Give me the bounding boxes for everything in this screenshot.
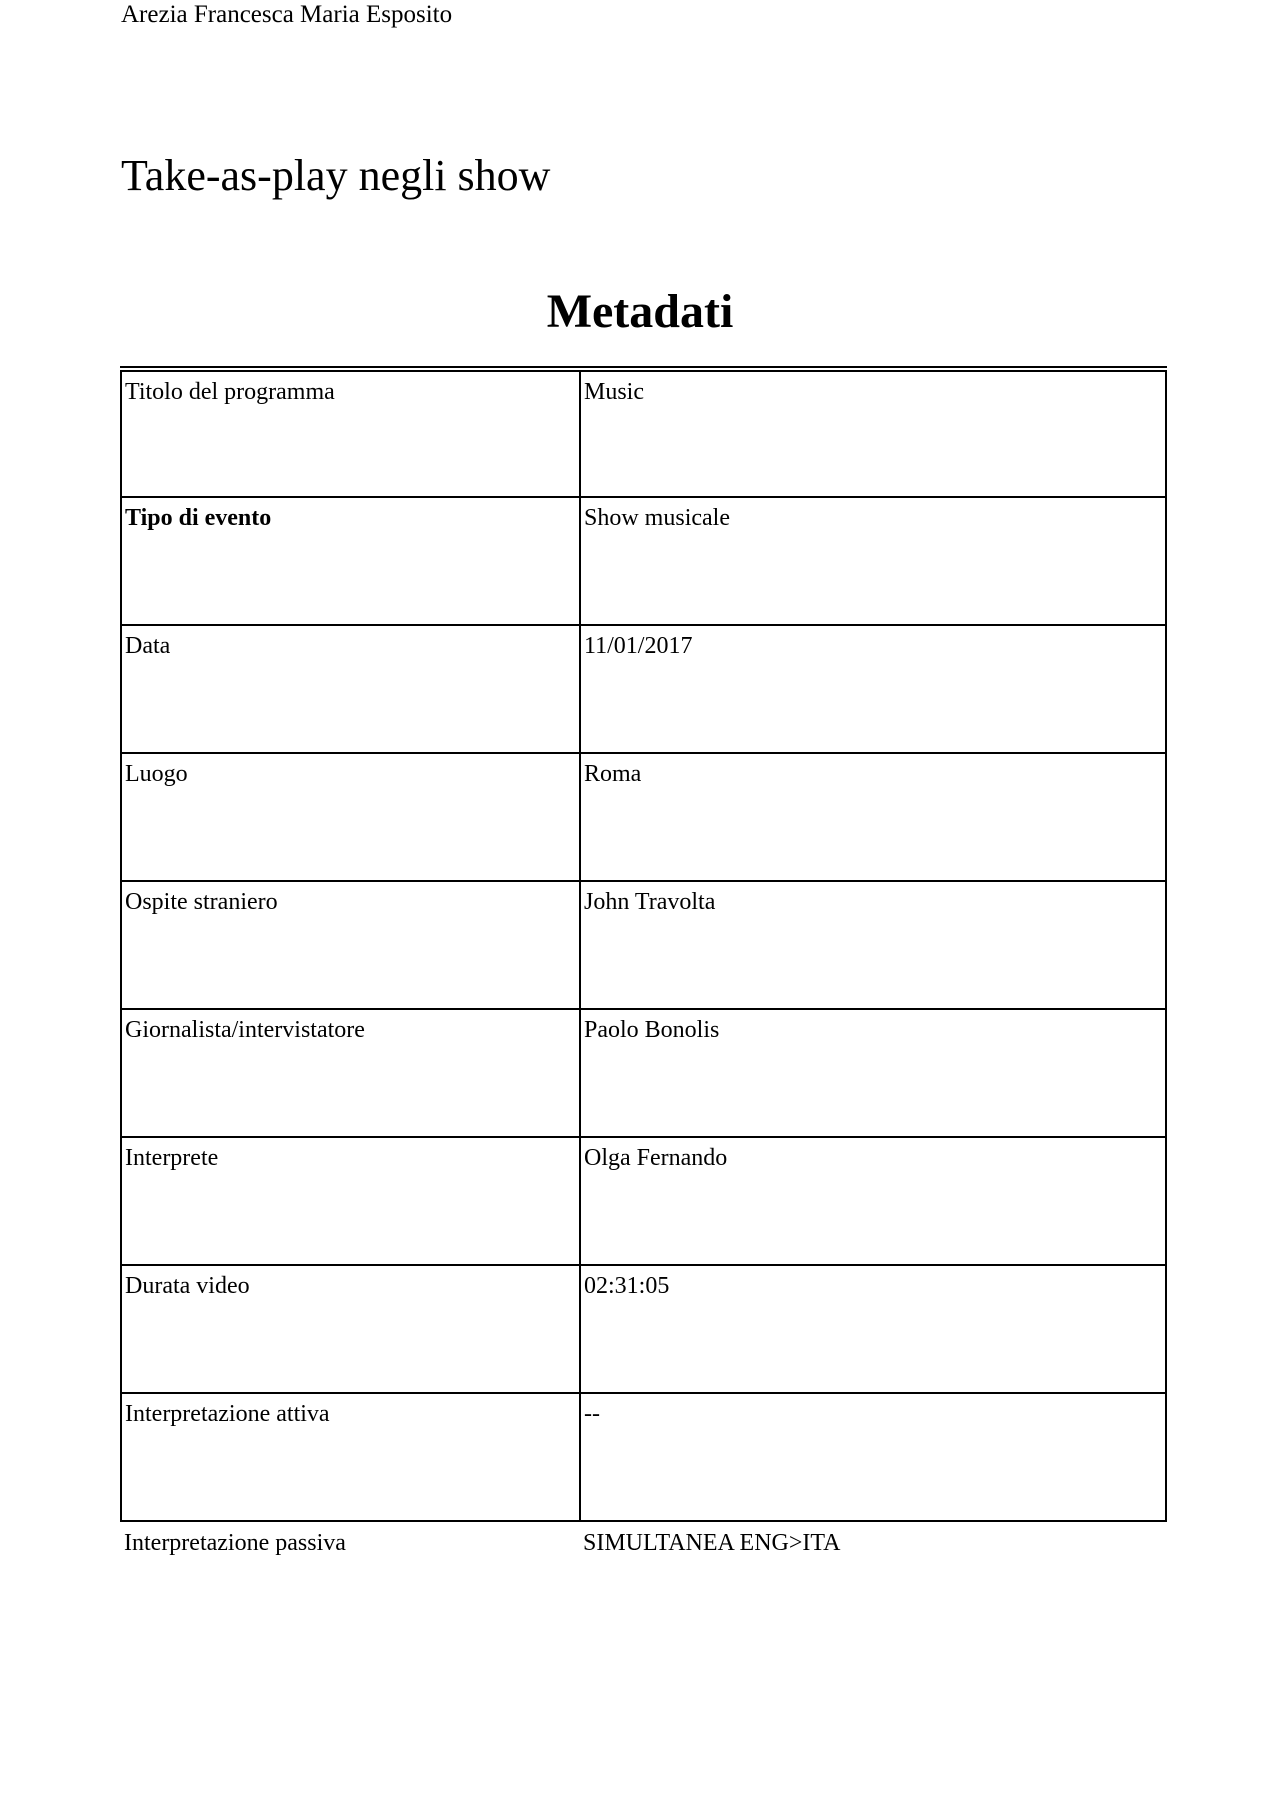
row-label: Interpretazione passiva [124, 1530, 346, 1556]
row-label: Titolo del programma [121, 369, 580, 497]
row-label: Durata video [121, 1265, 580, 1393]
table-row [121, 753, 1166, 881]
row-value: -- [580, 1393, 1166, 1521]
table-row [121, 1137, 1166, 1265]
row-value: Olga Fernando [580, 1137, 1166, 1265]
row-label: Data [121, 625, 580, 753]
row-label: Interprete [121, 1137, 580, 1265]
row-value: 11/01/2017 [580, 625, 1166, 753]
author-name: Arezia Francesca Maria Esposito [121, 1, 453, 28]
section-heading: Metadati [546, 285, 734, 338]
row-label: Luogo [121, 753, 580, 881]
table-row [121, 1265, 1166, 1393]
row-value: SIMULTANEA ENG>ITA [583, 1530, 841, 1556]
row-label: Giornalista/intervistatore [121, 1009, 580, 1137]
row-value: Show musicale [580, 497, 1166, 625]
table-row [121, 625, 1166, 753]
row-value: Roma [580, 753, 1166, 881]
table-row [121, 497, 1166, 625]
table-row [121, 369, 1166, 497]
metadata-table [120, 366, 1167, 1561]
table-row [121, 1521, 1166, 1561]
document-title: Take-as-play negli show [121, 151, 551, 200]
row-value: Paolo Bonolis [580, 1009, 1166, 1137]
table-row [121, 1009, 1166, 1137]
row-value: 02:31:05 [580, 1265, 1166, 1393]
table-row [121, 881, 1166, 1009]
row-label: Ospite straniero [121, 881, 580, 1009]
row-label: Tipo di evento [121, 497, 580, 625]
table-row [121, 1393, 1166, 1521]
row-value: John Travolta [580, 881, 1166, 1009]
row-label: Interpretazione attiva [121, 1393, 580, 1521]
row-value: Music [580, 369, 1166, 497]
